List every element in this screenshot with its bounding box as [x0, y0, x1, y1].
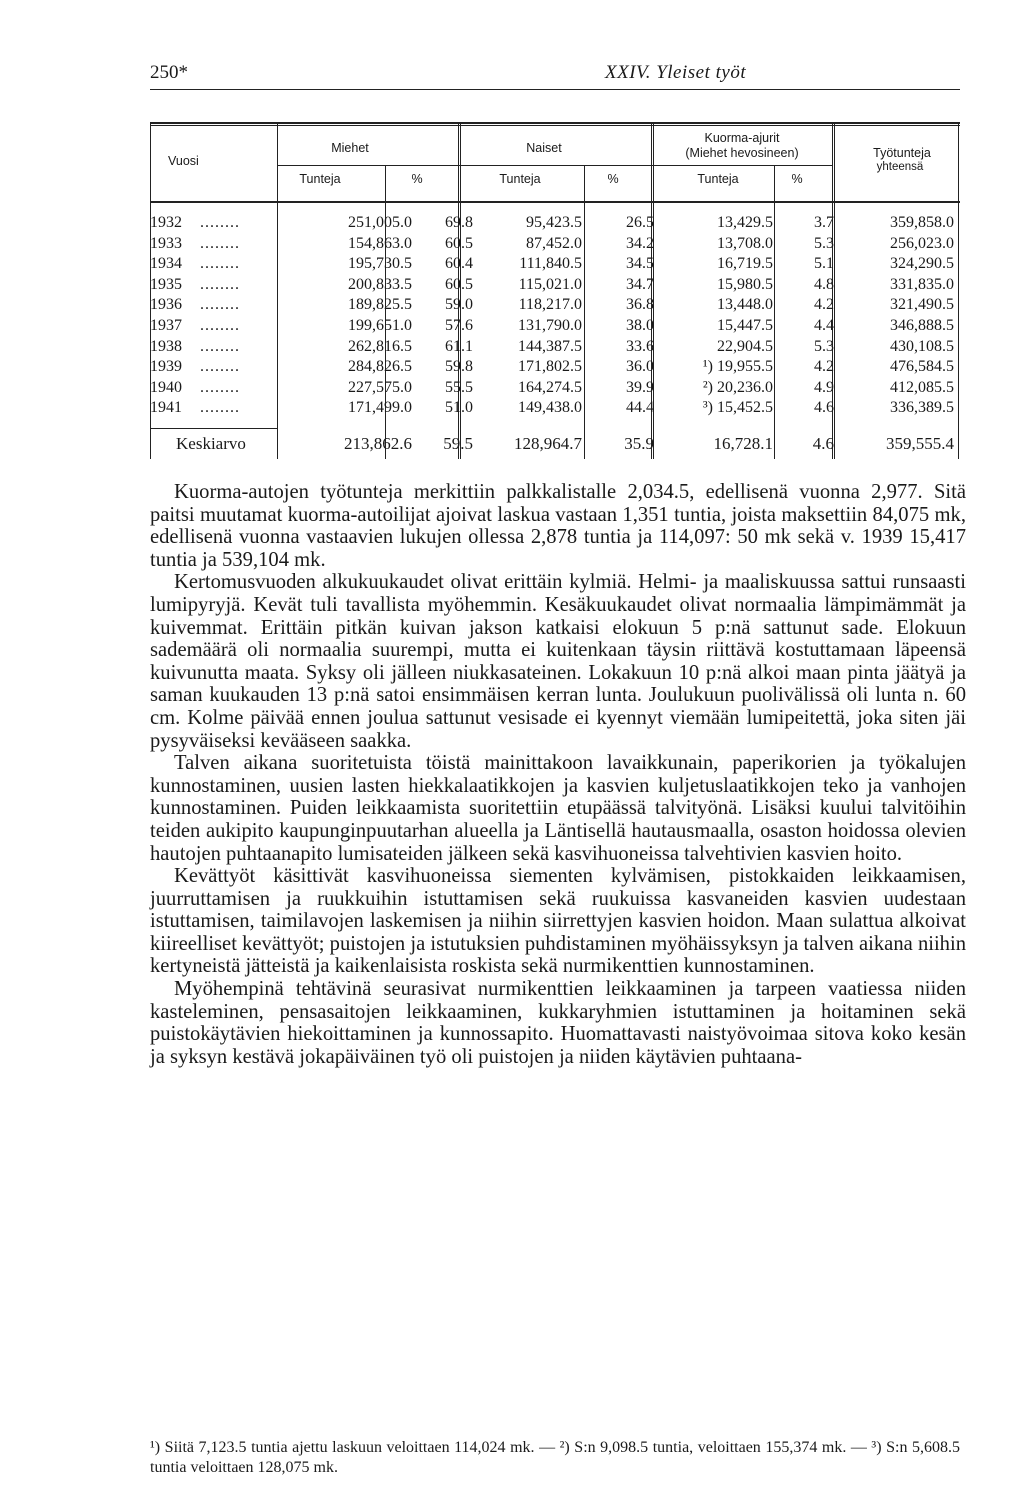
header-rule [150, 89, 960, 90]
row-year: 1936 [150, 296, 182, 314]
cell-men-pct: 69.8 [445, 214, 473, 231]
row-year: 1935 [150, 275, 182, 293]
cell-men-hours: 227,575.0 [348, 378, 412, 396]
cell-truck-pct: 5.1 [814, 255, 834, 273]
cell-men-pct: 60.4 [445, 255, 473, 273]
cell-truck-pct: 4.4 [814, 317, 834, 334]
cell-men-hours: 195,730.5 [348, 255, 412, 273]
cell-women-hours: 131,790.0 [518, 317, 582, 334]
cell-truck-pct: 5.3 [814, 337, 834, 355]
cell-truck-hours: 22,904.5 [717, 337, 773, 355]
table-row [150, 255, 960, 277]
col-header-truck: Kuorma-ajurit [704, 131, 780, 145]
cell-truck-hours: 15,447.5 [717, 317, 773, 334]
row-year: 1938 [150, 337, 182, 355]
sub-header-women-hours: Tunteja [499, 172, 541, 186]
cell-total: 476,584.5 [890, 358, 954, 376]
running-header [150, 62, 960, 86]
cell-women-hours: 144,387.5 [518, 337, 582, 355]
leader-dots: ........ [200, 255, 240, 273]
cell-total: 256,023.0 [890, 234, 954, 252]
cell-men-hours: 262,816.5 [348, 337, 412, 355]
leader-dots: ........ [200, 296, 240, 314]
cell-men-pct: 60.5 [445, 275, 473, 293]
paragraph: Talven aikana suoritetuista töistä mainittakoon lavaikkunain, paperikorien ja työkalujen kunnostaminen, uusien lasten hiekkalaatikkojen ja kasvien kuljetuslaatikkojen teko ja vanhojen kunnostaminen. Puiden leikkaamista suoritettiin etupäässä talvityönä. Lisäksi kuului talvitöihin teiden aukipito kaupunginpuutarhan alueella ja Läntisellä hautausmaalla, osaston hoidossa olevien hautojen puhtaanapito lumisateiden jälkeen sekä kasvihuoneissa talvehtivien kasvien hoito. [150, 752, 966, 865]
cell-total: 324,290.5 [890, 255, 954, 273]
avg-truck-hours: 16,728.1 [713, 434, 773, 453]
cell-total: 331,835.0 [890, 275, 954, 293]
cell-women-hours: 87,452.0 [526, 234, 582, 252]
leader-dots: ........ [200, 399, 240, 417]
cell-truck-pct: 4.2 [814, 296, 834, 314]
cell-total: 359,858.0 [890, 214, 954, 231]
cell-women-pct: 44.4 [626, 399, 654, 417]
body-text [150, 481, 966, 1068]
avg-total: 359,555.4 [886, 434, 954, 453]
cell-men-hours: 189,825.5 [348, 296, 412, 314]
sub-header-men-hours: Tunteja [299, 172, 341, 186]
cell-truck-hours: 13,708.0 [717, 234, 773, 252]
leader-dots: ........ [200, 317, 240, 334]
sub-header-truck-hours: Tunteja [697, 172, 739, 186]
col-header-truck-sub: (Miehet hevosineen) [685, 146, 799, 160]
col-header-total-sub: yhteensä [876, 161, 924, 173]
col-header-total: Työtunteja [873, 146, 931, 160]
cell-truck-pct: 4.2 [814, 358, 834, 376]
cell-women-pct: 38.0 [626, 317, 654, 334]
paragraph: Kertomusvuoden alkukuukaudet olivat erittäin kylmiä. Helmi- ja maaliskuussa sattui runsaasti lumipyryjä. Kevät tuli tavallista myöhemmin. Kesäkuukaudet olivat normaalia lämpimämmät ja kuivemmat. Erittäin pitkän kuivan jakson katkaisi elokuun 5 p:nä sattunut sade. Elokuun sademäärä oli normaalia suurempi, mutta ei kuitenkaan täysin riittävä kostuttamaan läpeensä kuivunutta maata. Syksy oli jälleen niukkasateinen. Lokakuun 10 p:nä alkoi maan pinta jäätyä ja saman kuukauden 13 p:nä satoi ensimmäisen kerran lunta. Joulukuun puolivälissä oli lunta n. 60 cm. Kolme päivää ennen joulua sattunut vesisade ei kyennyt viemään lumipeitettä, joka siten jäi pysyväiseksi kevääseen saakka. [150, 571, 966, 752]
cell-men-pct: 59.0 [445, 296, 473, 314]
cell-men-pct: 60.5 [445, 234, 473, 252]
cell-women-pct: 34.5 [626, 255, 654, 273]
paragraph: Kevättyöt käsittivät kasvihuoneissa siementen kylvämisen, pistokkaiden leikkaamisen, juurruttamisen ja ruukkuihin istuttamisen sekä ruukuissa kasvaneiden kasvien uudestaan istuttamisen, taimilavojen laskemisen ja niihin siirrettyjen kasvien hoidon. Maan sulattua alkoivat kiireelliset kevättyöt; puistojen ja istutuksien puhdistaminen myöhäissyksyn ja talven aikana niihin kertyneistä jätteistä ja kaikenlaisista roskista sekä nurmikenttien kunnostaminen. [150, 865, 966, 978]
leader-dots: ........ [200, 275, 240, 293]
header-mid-rule [278, 165, 832, 166]
cell-truck-pct: 5.3 [814, 234, 834, 252]
cell-women-pct: 36.0 [626, 358, 654, 376]
cell-women-pct: 36.8 [626, 296, 654, 314]
cell-truck-pct: 4.6 [814, 399, 834, 417]
cell-men-pct: 55.5 [445, 378, 473, 396]
cell-men-hours: 154,863.0 [348, 234, 412, 252]
table-row [150, 296, 960, 318]
sub-header-women-pct: % [607, 172, 619, 186]
table-row [150, 399, 960, 421]
cell-women-hours: 171,802.5 [518, 358, 582, 376]
cell-total: 336,389.5 [890, 399, 954, 417]
cell-truck-hours: 16,719.5 [717, 255, 773, 273]
cell-men-pct: 51.0 [445, 399, 473, 417]
leader-dots: ........ [200, 337, 240, 355]
cell-truck-pct: 3.7 [814, 214, 834, 231]
leader-dots: ........ [200, 358, 240, 376]
avg-men-pct: 59.5 [443, 434, 473, 453]
table-row [150, 338, 960, 360]
avg-women-pct: 35.9 [624, 434, 654, 453]
leader-dots: ........ [200, 234, 240, 252]
cell-men-hours: 171,499.0 [348, 399, 412, 417]
cell-truck-hours: ³) 15,452.5 [702, 399, 773, 417]
cell-men-hours: 251,005.0 [348, 214, 412, 231]
cell-women-hours: 164,274.5 [518, 378, 582, 396]
row-year: 1932 [150, 214, 182, 231]
table-row [150, 276, 960, 298]
cell-women-pct: 39.9 [626, 378, 654, 396]
table-row [150, 214, 960, 236]
cell-women-hours: 115,021.0 [518, 275, 582, 293]
avg-label: Keskiarvo [176, 434, 246, 453]
footnote-text: ¹) Siitä 7,123.5 tuntia ajettu laskuun veloittaen 114,024 mk. — ²) S:n 9,098.5 tuntia, veloittaen 155,374 mk. — ³) S:n 5,608.5 tuntia veloittaen 128,075 mk. [150, 1439, 960, 1476]
row-year: 1939 [150, 358, 182, 376]
table-top-rule-2 [150, 125, 960, 126]
cell-truck-pct: 4.8 [814, 275, 834, 293]
avg-men-hours: 213,862.6 [344, 434, 412, 453]
cell-women-pct: 34.7 [626, 275, 654, 293]
cell-men-pct: 61.1 [445, 337, 473, 355]
cell-women-hours: 149,438.0 [518, 399, 582, 417]
page-number: 250* [150, 62, 188, 83]
sub-header-truck-pct: % [791, 172, 803, 186]
cell-truck-hours: 15,980.5 [717, 275, 773, 293]
cell-truck-pct: 4.9 [814, 378, 834, 396]
row-year: 1940 [150, 378, 182, 396]
cell-truck-hours: ²) 20,236.0 [702, 378, 773, 396]
cell-men-hours: 284,826.5 [348, 358, 412, 376]
cell-men-hours: 199,651.0 [348, 317, 412, 334]
cell-women-hours: 118,217.0 [518, 296, 582, 314]
cell-total: 321,490.5 [890, 296, 954, 314]
cell-total: 430,108.5 [890, 337, 954, 355]
col-header-women: Naiset [526, 141, 562, 155]
col-header-men: Miehet [331, 141, 369, 155]
row-year: 1934 [150, 255, 182, 273]
chapter-title: XXIV. Yleiset työt [605, 62, 747, 83]
cell-women-hours: 95,423.5 [526, 214, 582, 231]
table-row-average [150, 434, 960, 456]
cell-men-pct: 59.8 [445, 358, 473, 376]
leader-dots: ........ [200, 378, 240, 396]
table-row [150, 358, 960, 380]
footnote [150, 1438, 960, 1478]
paragraph: Kuorma-autojen työtunteja merkittiin palkkalistalle 2,034.5, edellisenä vuonna 2,977. Sitä paitsi muutamat kuorma-autoilijat ajoivat laskua vastaan 1,351 tuntia, joista maksettiin 84,075 mk, edellisenä vuonna vastaavien lukujen ollessa 2,878 tuntia ja 114,097: 50 mk sekä v. 1939 15,417 tuntia ja 539,104 mk. [150, 481, 966, 571]
table-row [150, 235, 960, 257]
header-bottom-rule [150, 201, 960, 203]
cell-men-hours: 200,833.5 [348, 275, 412, 293]
col-header-year: Vuosi [168, 154, 199, 168]
cell-women-pct: 34.2 [626, 234, 654, 252]
table-top-rule [150, 122, 960, 124]
avg-rule [150, 428, 278, 429]
cell-truck-hours: 13,429.5 [717, 214, 773, 231]
cell-truck-hours: 13,448.0 [717, 296, 773, 314]
table-row [150, 379, 960, 401]
table-row [150, 317, 960, 339]
leader-dots: ........ [200, 214, 240, 231]
cell-women-hours: 111,840.5 [519, 255, 582, 273]
sub-header-men-pct: % [411, 172, 423, 186]
row-year: 1941 [150, 399, 182, 417]
paragraph: Myöhempinä tehtävinä seurasivat nurmikenttien leikkaaminen ja tarpeen vaatiessa niiden kasteleminen, pensasaitojen leikkaaminen, kukkaryhmien istuttaminen ja hoitaminen sekä puistokäytävien hiekoittaminen ja kunnossapito. Huomattavasti naistyövoimaa sitova koko kesän ja syksyn kestävä jokapäiväinen työ oli puistojen ja niiden käytävien puhtaana- [150, 978, 966, 1068]
avg-truck-pct: 4.6 [812, 434, 834, 453]
cell-women-pct: 26.5 [626, 214, 654, 231]
cell-total: 412,085.5 [890, 378, 954, 396]
cell-truck-hours: ¹) 19,955.5 [702, 358, 773, 376]
cell-total: 346,888.5 [890, 317, 954, 334]
avg-women-hours: 128,964.7 [514, 434, 582, 453]
cell-men-pct: 57.6 [445, 317, 473, 334]
cell-women-pct: 33.6 [626, 337, 654, 355]
row-year: 1937 [150, 317, 182, 334]
row-year: 1933 [150, 234, 182, 252]
